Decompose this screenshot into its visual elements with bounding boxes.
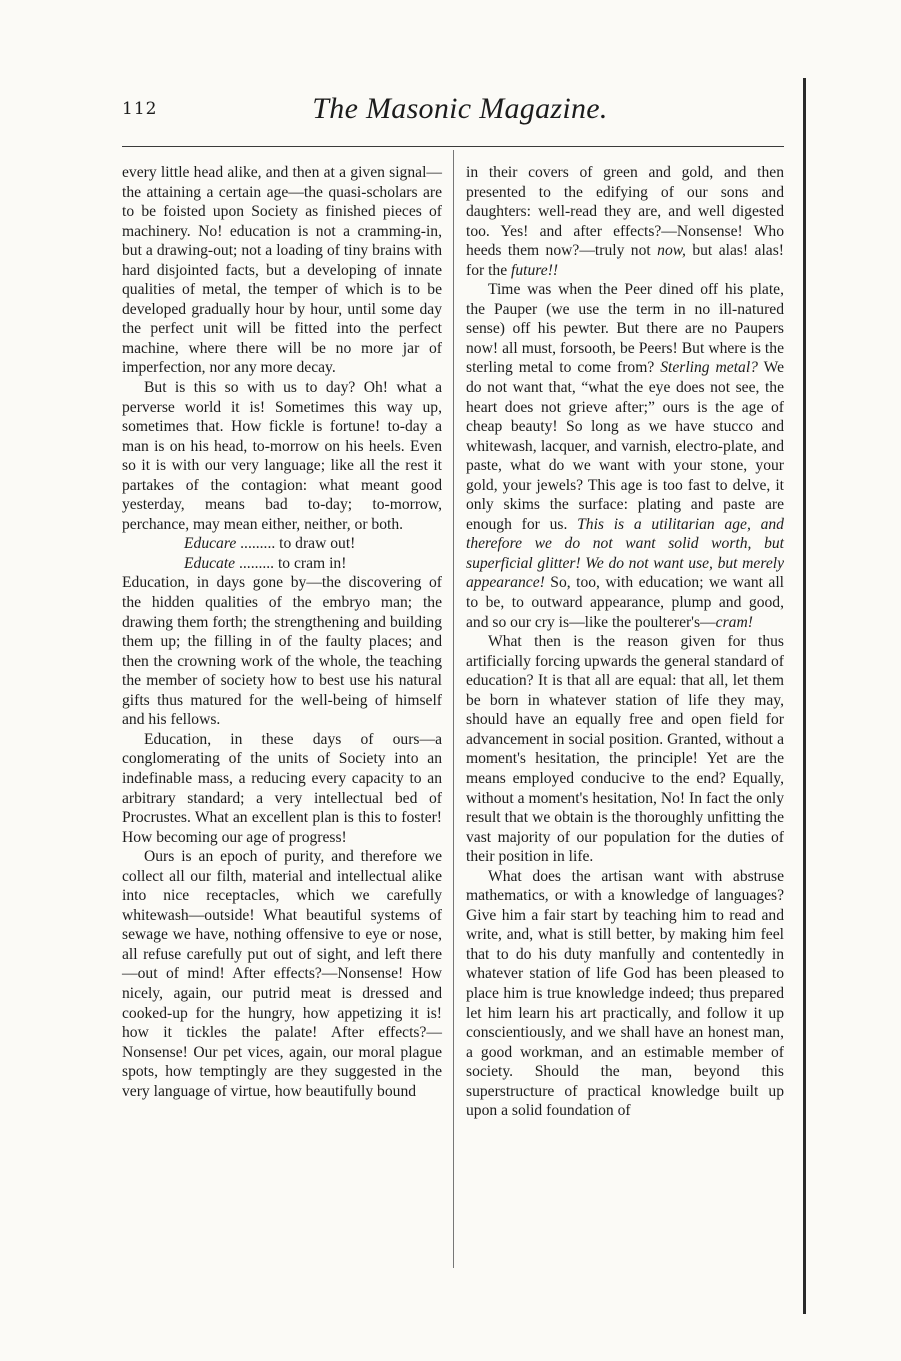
text-run: but alas! alas! for the <box>466 242 784 279</box>
definition-text: ......... to draw out! <box>236 535 356 553</box>
text-run: So, too, with education; we want all to be, to outward appearance, plump and good, and so our cry is—like the poulterer's— <box>466 574 784 631</box>
header-rule <box>122 146 784 147</box>
paragraph <box>466 280 784 632</box>
page-number: 112 <box>122 99 158 119</box>
column-divider <box>453 150 454 1268</box>
right-column <box>466 163 784 1121</box>
emphasis: This is a utilitarian age, and therefore we do not want solid worth, but superficial glitter! We do not want use, but merely appearance! <box>466 515 784 592</box>
definition-term: Educate <box>184 554 236 572</box>
emphasis: future!! <box>511 261 559 279</box>
text-run: We do not want that, “what the eye does not see, the heart does not grieve after;” ours is the age of cheap beauty! So long as we have stucco and whitewash, lacquer, and varnish, electro-plate, and paste, what do we want with your stone, your gold, your jewels? This age is too fast to delve, it only skims the surface: plating and paste are enough for us. <box>466 359 784 533</box>
paragraph: What does the artisan want with abstruse mathematics, or with a knowledge of languages? Give him a fair start by teaching him to read and write, and, what is still better, by making him feel that to do his duty manfully and contentedly in whatever station of life God has been pleased to place him is true knowledge indeed; thus prepared let him learn his art practically, and follow it up conscientiously, and we shall have an honest man, a good workman, and an estimable member of society. Should the man, beyond this superstructure of practical knowledge built up upon a solid foundation of <box>466 867 784 1120</box>
page-edge-rule <box>803 78 806 1314</box>
definition-term: Educare <box>184 535 237 553</box>
emphasis: now, <box>657 242 686 260</box>
emphasis: Sterling metal? <box>660 359 758 377</box>
paragraph: What then is the reason given for thus artificially forcing upwards the general standard of education? It is that all are equal: that all, let them be born in whatever station of life they may, should have an equally free and open field for advancement in social position. Granted, without a moment's hesitation, the principle! Yet are the means employed conducive to the end? Equally, without a moment's hesitation, No! In fact the only result that we obtain is the thoroughly unfitting the vast majority of our population for the duties of their position in life. <box>466 633 784 866</box>
paragraph: Education, in these days of ours—a conglomerating of the units of Society into an indefinable mass, a reducing every capacity to an arbitrary standard; a very intellectual bed of Procrustes. What an excellent plan is this to foster! How becoming our age of progress! <box>122 730 442 846</box>
paragraph: But is this so with us to day? Oh! what a perverse world it is! Sometimes this way up, sometimes that. How fickle is fortune! to-day a man is on his head, to-morrow on his heels. Even so it is with our very language; like all the rest it partakes of the contagion: what meant good yesterday, means bad to-day; to-morrow, perchance, may mean either, neither, or both. <box>122 379 442 533</box>
definition-line <box>122 554 442 574</box>
text-run: in their covers of green and gold, and then presented to the edifying of our sons and daughters: well-read they are, and well digested too. Yes! and after effects?—Nonsense! Who heeds them now?—truly not <box>466 164 784 260</box>
paragraph <box>466 163 784 280</box>
definition-text: ......... to cram in! <box>235 554 347 572</box>
paragraph: Ours is an epoch of purity, and therefore we collect all our filth, material and intellectual alike into nice receptacles, which we carefully whitewash—outside! What beautiful systems of sewage we have, nothing offensive to eye or nose, all refuse carefully put out of sight, and left there—out of mind! After effects?—Nonsense! How nicely, again, our putrid meat is dressed and cooked-up for the hungry, how appetizing it is! how it tickles the palate! After effects?—Nonsense! Our pet vices, again, our moral plague spots, how temptingly are they suggested in the very language of virtue, how beautifully bound <box>122 848 442 1100</box>
left-column <box>122 163 442 1101</box>
paragraph: Education, in days gone by—the discovering of the hidden qualities of the embryo man; the drawing them forth; the strengthening and building them up; the filling in of the faulty places; and then the crowning work of the whole, the teaching the member of society how to best use his natural gifts thus matured for the well-being of himself and his fellows. <box>122 574 442 729</box>
running-title: The Masonic Magazine. <box>312 92 608 125</box>
emphasis: cram! <box>715 613 753 631</box>
paragraph: every little head alike, and then at a given signal—the attaining a certain age—the quasi-scholars are to be foisted upon Society as finished pieces of machinery. No! education is not a cramming-in, but a drawing-out; not a loading of tiny brains with hard disjointed facts, but a developing of innate qualities of metal, the temper of which is to be developed gradually hour by hour, until some day the perfect unit will be fitted into the perfect machine, where there will be no more jar of imperfection, nor any more decay. <box>122 164 442 377</box>
definition-line <box>122 534 442 554</box>
text-run: Time was when the Peer dined off his plate, the Pauper (we use the term in no ill-natured sense) off his pewter. But there are no Paupers now! all must, forsooth, be Peers! But where is the sterling metal to come from? <box>466 281 784 377</box>
